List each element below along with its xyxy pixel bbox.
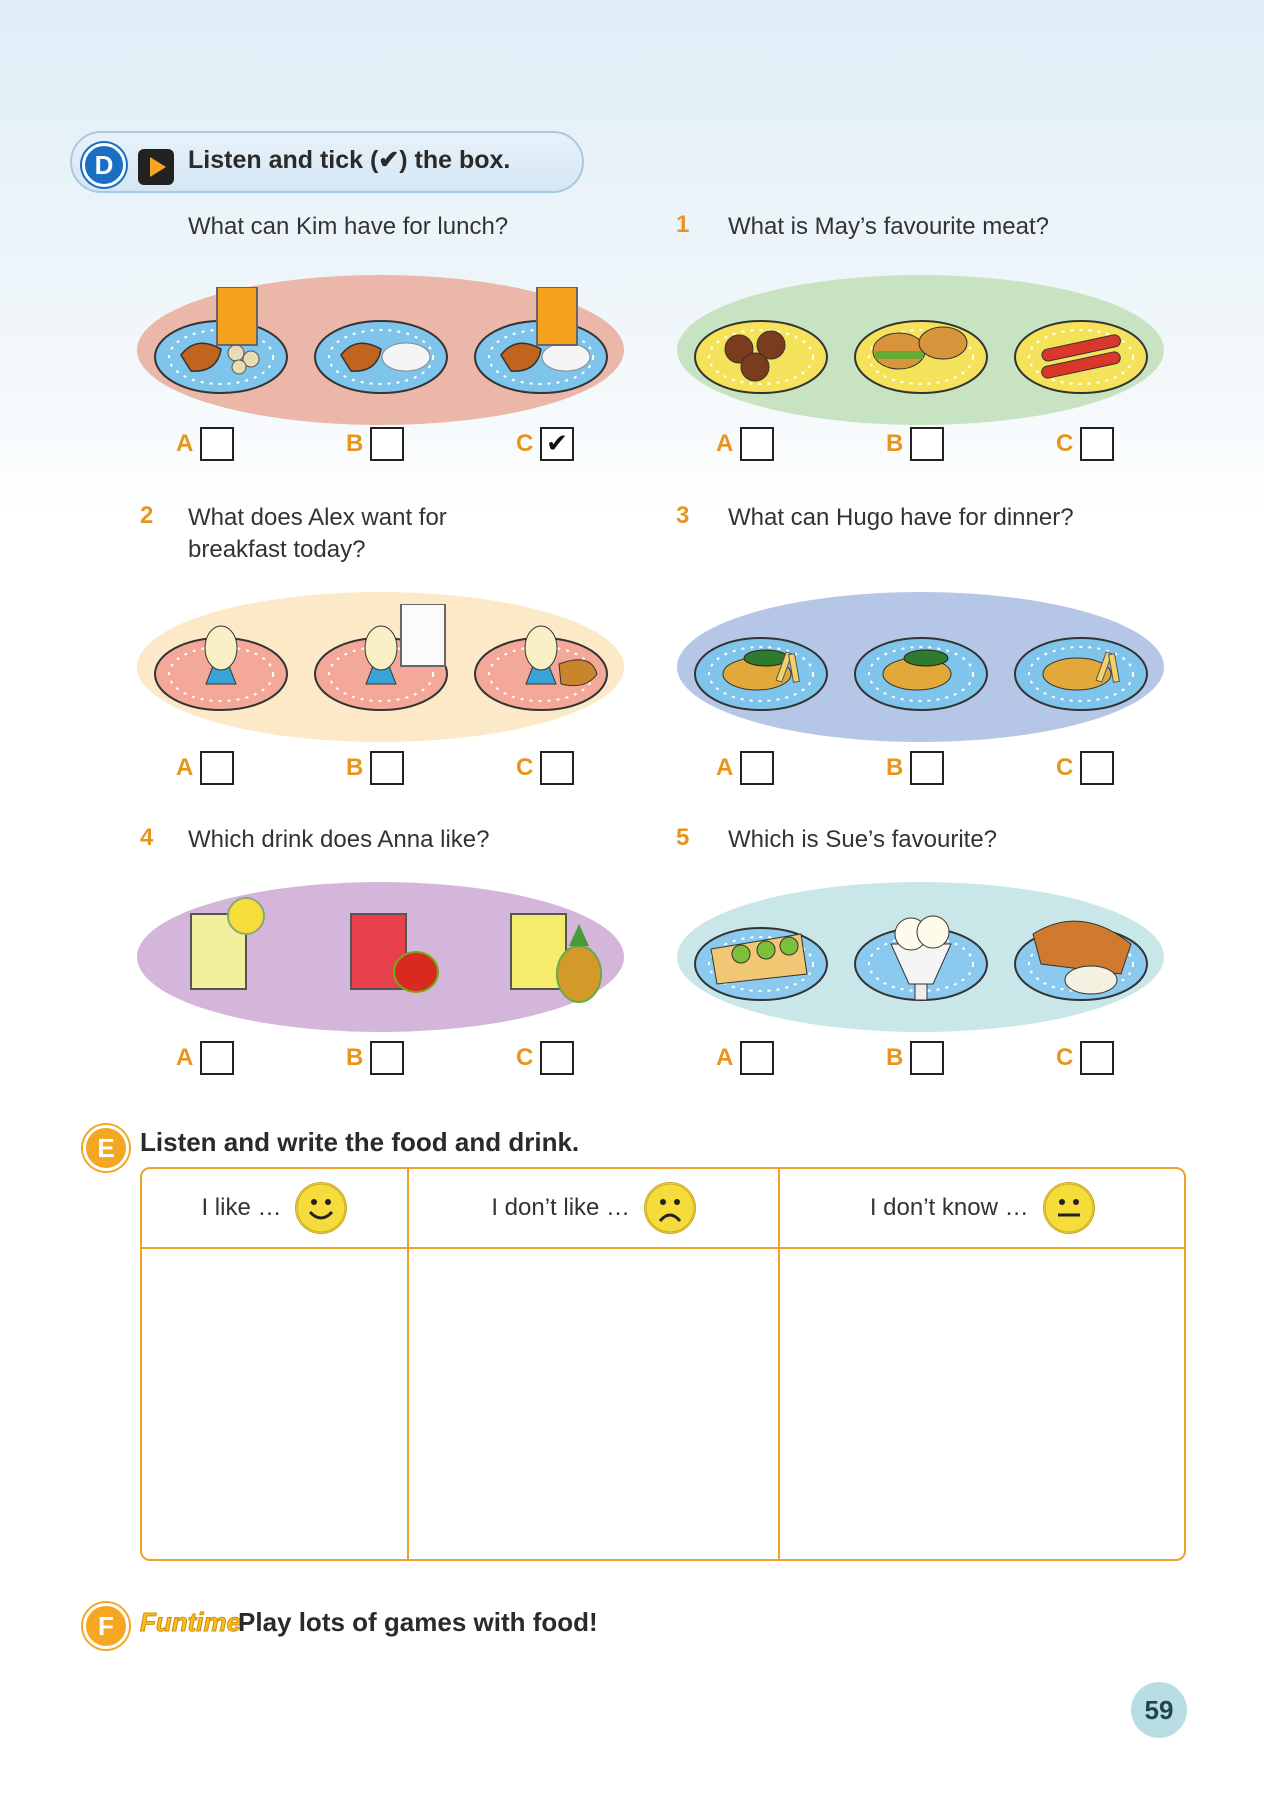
question-number: 3	[676, 502, 690, 529]
food-picture-fish-b	[851, 604, 1001, 714]
food-picture-drink-a	[151, 894, 301, 1004]
column-dont-know	[780, 1169, 1184, 1249]
option-b[interactable]	[346, 1041, 404, 1075]
tick-box[interactable]	[540, 751, 574, 785]
food-picture-dessert-c	[1011, 894, 1161, 1004]
food-picture-fish-c	[1011, 604, 1161, 714]
option-label: A	[176, 1044, 194, 1071]
option-label: B	[886, 430, 904, 457]
food-picture-drink-b	[311, 894, 461, 1004]
option-a[interactable]	[716, 1041, 774, 1075]
option-a[interactable]	[176, 427, 234, 461]
question-text: What can Hugo have for dinner?	[728, 504, 1074, 531]
section-f-title: Play lots of games with food!	[238, 1607, 598, 1637]
option-b[interactable]	[886, 1041, 944, 1075]
section-f-badge: F	[83, 1603, 129, 1649]
food-picture-meat-a	[691, 287, 841, 397]
option-label: C	[516, 754, 534, 781]
tick-box[interactable]	[540, 1041, 574, 1075]
option-c[interactable]	[516, 427, 574, 461]
tick-box[interactable]	[740, 751, 774, 785]
question-text: What does Alex want for breakfast today?	[188, 504, 447, 563]
food-picture-meat-b	[851, 287, 1001, 397]
tick-box[interactable]	[1080, 751, 1114, 785]
neutral-face-icon	[1043, 1182, 1095, 1234]
option-b[interactable]	[346, 427, 404, 461]
section-d-badge: D	[82, 143, 126, 187]
question-text: Which is Sue’s favourite?	[728, 826, 998, 853]
option-label: B	[346, 430, 364, 457]
answer-cell-like[interactable]	[142, 1249, 409, 1559]
tick-box[interactable]	[910, 751, 944, 785]
option-label: B	[886, 754, 904, 781]
food-picture-dessert-a	[691, 894, 841, 1004]
option-b[interactable]	[346, 751, 404, 785]
option-c[interactable]	[1056, 751, 1114, 785]
option-label: A	[176, 754, 194, 781]
section-e-title: Listen and write the food and drink.	[140, 1127, 580, 1157]
food-picture-lunch-c	[471, 287, 621, 397]
section-e-badge: E	[83, 1125, 129, 1171]
tick-box[interactable]: ✔	[540, 427, 574, 461]
section-d-title: Listen and tick (✔) the box.	[188, 146, 511, 174]
question-number: 4	[140, 824, 154, 851]
tick-box[interactable]	[740, 1041, 774, 1075]
option-label: A	[716, 1044, 734, 1071]
tick-box[interactable]	[910, 1041, 944, 1075]
question-text: What is May’s favourite meat?	[728, 213, 1050, 240]
option-c[interactable]	[1056, 1041, 1114, 1075]
food-picture-dessert-b	[851, 894, 1001, 1004]
question-text: What can Kim have for lunch?	[188, 213, 509, 240]
option-label: A	[716, 430, 734, 457]
food-picture-egg-a	[151, 604, 301, 714]
answer-cell-dont-know[interactable]	[780, 1249, 1184, 1559]
option-label: C	[1056, 754, 1074, 781]
tick-box[interactable]	[370, 1041, 404, 1075]
column-like-label: I like …	[201, 1194, 282, 1221]
sad-face-icon	[644, 1182, 696, 1234]
funtime-logo: Funtime	[140, 1607, 242, 1637]
option-c[interactable]	[516, 1041, 574, 1075]
answer-cell-dont-like[interactable]	[409, 1249, 780, 1559]
option-a[interactable]	[716, 427, 774, 461]
play-audio-icon[interactable]	[138, 149, 174, 185]
tick-box[interactable]	[200, 751, 234, 785]
tick-box[interactable]	[1080, 1041, 1114, 1075]
option-label: C	[516, 430, 534, 457]
food-picture-lunch-a	[151, 287, 301, 397]
column-dont-like	[409, 1169, 780, 1249]
tick-box[interactable]	[200, 427, 234, 461]
food-drink-table	[140, 1167, 1186, 1561]
question-number: 1	[676, 211, 690, 238]
tick-box[interactable]	[740, 427, 774, 461]
question-number: 5	[676, 824, 690, 851]
column-dont-know-label: I don’t know …	[869, 1194, 1029, 1221]
tick-box[interactable]	[200, 1041, 234, 1075]
table-answer-row	[142, 1249, 1184, 1559]
option-label: C	[1056, 430, 1074, 457]
option-label: C	[1056, 1044, 1074, 1071]
option-c[interactable]	[516, 751, 574, 785]
option-b[interactable]	[886, 751, 944, 785]
option-label: A	[716, 754, 734, 781]
food-picture-meat-c	[1011, 287, 1161, 397]
option-a[interactable]	[176, 751, 234, 785]
option-label: C	[516, 1044, 534, 1071]
food-picture-lunch-b	[311, 287, 461, 397]
tick-box[interactable]	[370, 751, 404, 785]
food-picture-drink-c	[471, 894, 621, 1004]
option-label: B	[886, 1044, 904, 1071]
table-header-row	[142, 1169, 1184, 1249]
column-like	[142, 1169, 409, 1249]
column-dont-like-label: I don’t like …	[491, 1194, 631, 1221]
question-number: 2	[140, 502, 154, 529]
option-a[interactable]	[716, 751, 774, 785]
option-label: B	[346, 1044, 364, 1071]
tick-box[interactable]	[370, 427, 404, 461]
food-picture-egg-b	[311, 604, 461, 714]
option-a[interactable]	[176, 1041, 234, 1075]
option-b[interactable]	[886, 427, 944, 461]
question-text: Which drink does Anna like?	[188, 826, 490, 853]
tick-box[interactable]	[1080, 427, 1114, 461]
food-picture-fish-a	[691, 604, 841, 714]
option-label: A	[176, 430, 194, 457]
option-label: B	[346, 754, 364, 781]
page-number: 59	[1131, 1682, 1187, 1738]
food-picture-egg-c	[471, 604, 621, 714]
tick-box[interactable]	[910, 427, 944, 461]
smiley-face-icon	[295, 1182, 347, 1234]
option-c[interactable]	[1056, 427, 1114, 461]
